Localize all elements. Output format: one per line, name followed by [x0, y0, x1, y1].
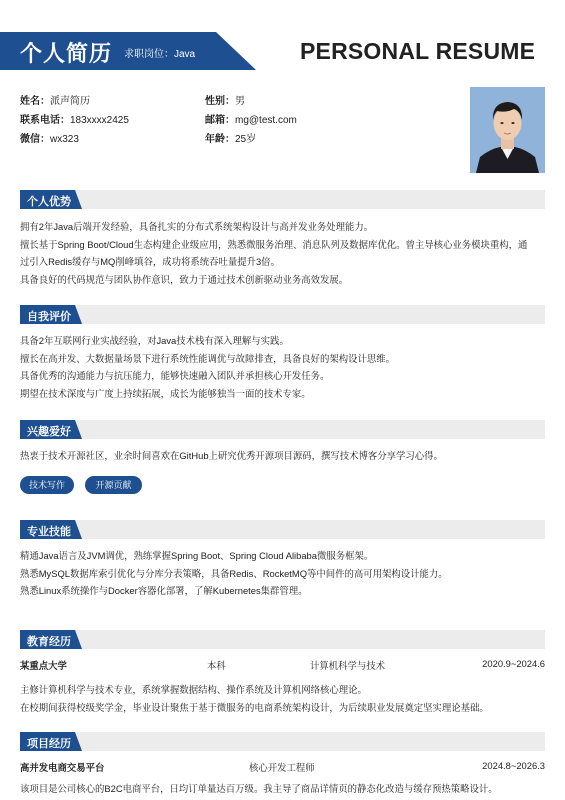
section-title: 个人优势: [27, 196, 71, 208]
section-project-header: [20, 732, 545, 751]
section-title: 自我评价: [27, 311, 71, 323]
section-title: 教育经历: [27, 636, 71, 648]
hobby-content: 热衷于技术开源社区，业余时间喜欢在GitHub上研究优秀开源项目源码，撰写技术博客分享学习心得。: [20, 450, 443, 461]
info-phone: 联系电话：183xxxx2425: [20, 115, 129, 126]
info-gender: 性别：男: [205, 96, 245, 107]
section-hobby-header: [20, 420, 545, 439]
avatar-portrait-icon: [470, 87, 545, 173]
section-advantage-header: [20, 190, 545, 209]
resume-title-english: PERSONAL RESUME: [300, 38, 536, 64]
education-school: 某重点大学: [20, 660, 67, 671]
education-degree: 本科: [207, 660, 226, 671]
education-major: 计算机科学与技术: [310, 660, 386, 671]
info-wechat: 微信：wx323: [20, 134, 79, 145]
skills-content: 精通Java语言及JVM调优，熟练掌握Spring Boot、Spring Cloud Alibaba微服务框架。 熟悉MySQL数据库索引优化与分库分表策略，具备Redis、RocketMQ等中间件的高可用架构设计能力。 熟悉Linux系统操作与Docker容器化部署，了解Kubernetes集群管理。: [20, 550, 448, 597]
project-summary: [20, 760, 545, 774]
project-name: 高并发电商交易平台: [20, 762, 105, 773]
advantage-content: 拥有2年Java后端开发经验，具备扎实的分布式系统架构设计与高并发业务处理能力。 擅长基于Spring Boot/Cloud生态构建企业级应用，熟悉微服务治理、消息队列及数据库优化。曾主导核心业务模块重构，通 过引入Redis缓存与MQ削峰填谷，成功将系统吞吐量提升3倍。 具备良好的代码规范与团队协作意识，致力于通过技术创新驱动业务高效发展。: [20, 221, 528, 285]
hobby-tag: 技术写作: [20, 476, 74, 494]
section-title: 项目经历: [27, 738, 71, 750]
resume-header: [0, 32, 565, 70]
section-skills-header: [20, 520, 545, 539]
hobby-tag: 开源贡献: [85, 476, 142, 494]
project-role: 核心开发工程师: [249, 762, 315, 773]
education-summary: [20, 658, 545, 672]
section-title: 兴趣爱好: [27, 426, 71, 438]
education-content: 主修计算机科学与技术专业，系统掌握数据结构、操作系统及计算机网络核心理论。 在校期间获得校级奖学金，毕业设计聚焦于基于微服务的电商系统架构设计，为后续职业发展奠定坚实理论基础。: [20, 684, 489, 713]
resume-title: 个人简历: [20, 41, 113, 66]
profile-photo: [470, 87, 545, 173]
section-title: 专业技能: [27, 526, 71, 538]
project-content: 该项目是公司核心的B2C电商平台，日均订单量达百万级。我主导了商品详情页的静态化改造与缓存预热策略设计。: [20, 783, 498, 794]
info-age: 年龄：25岁: [205, 134, 257, 145]
education-period: 2020.9~2024.6: [482, 658, 545, 669]
section-self-eval-header: [20, 305, 545, 324]
info-email: 邮箱：mg@test.com: [205, 115, 297, 126]
section-education-header: [20, 630, 545, 649]
info-name: 姓名：派声简历: [20, 96, 90, 107]
job-target: 求职岗位：Java: [124, 49, 196, 60]
project-period: 2024.8~2026.3: [482, 760, 545, 771]
self-eval-content: 具备2年互联网行业实战经验，对Java技术栈有深入理解与实践。 擅长在高并发、大数据量场景下进行系统性能调优与故障排查，具备良好的架构设计思维。 具备优秀的沟通能力与抗压能力，能够快速融入团队并承担核心开发任务。 期望在技术深度与广度上持续拓展，成长为能够独当一面的技术专家。: [20, 335, 396, 399]
